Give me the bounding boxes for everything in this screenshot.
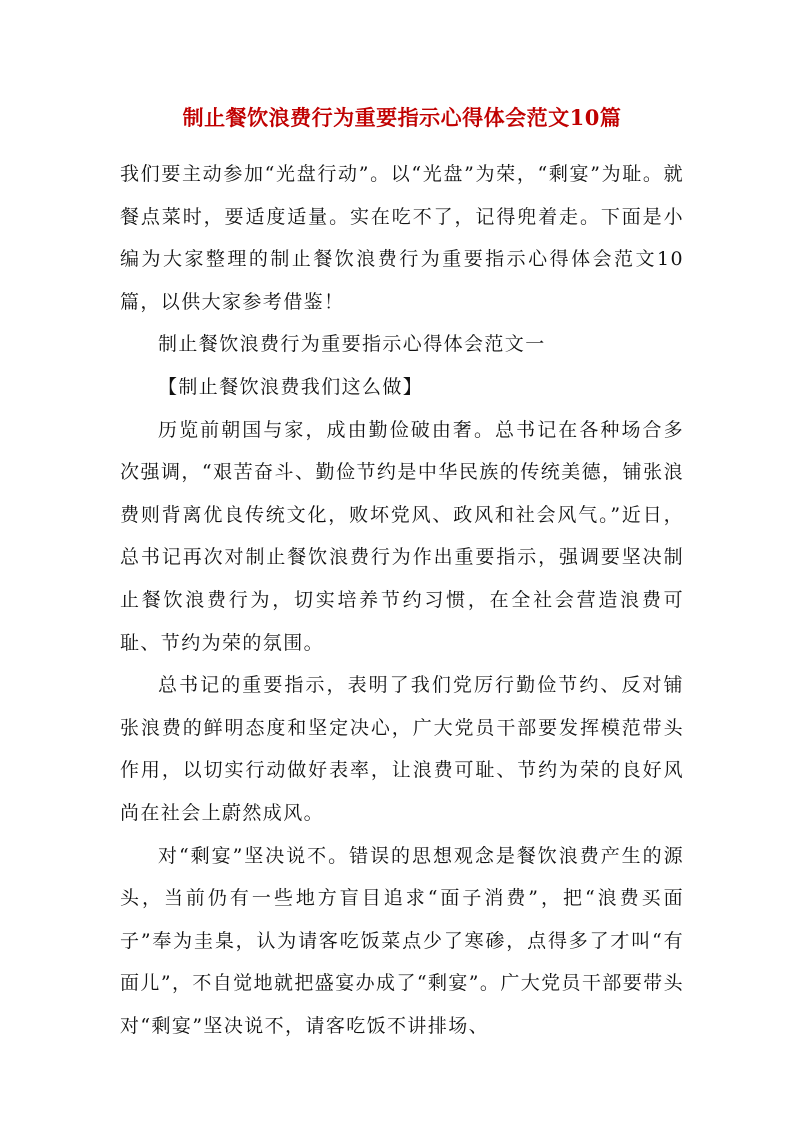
document-title: 制止餐饮浪费行为重要指示心得体会范文10篇 xyxy=(182,105,622,130)
document-body xyxy=(120,153,684,1047)
body-paragraph-3: 对“剩宴”坚决说不。错误的思想观念是餐饮浪费产生的源头，当前仍有一些地方盲目追求“面子消费”，把“浪费买面子”奉为圭臬，认为请客吃饭菜点少了寒碜，点得多了才叫“有面儿”，不自觉地就把盛宴办成了“剩宴”。广大党员干部要带头对“剩宴”坚决说不，请客吃饭不讲排场、 xyxy=(120,844,684,1037)
intro-paragraph: 我们要主动参加“光盘行动”。以“光盘”为荣，“剩宴”为耻。就餐点菜时，要适度适量。实在吃不了，记得兜着走。下面是小编为大家整理的制止餐饮浪费行为重要指示心得体会范文10篇，以供大家参考借鉴！ xyxy=(120,163,684,313)
body-paragraph-2: 总书记的重要指示，表明了我们党厉行勤俭节约、反对铺张浪费的鲜明态度和坚定决心，广大党员干部要发挥模范带头作用，以切实行动做好表率，让浪费可耻、节约为荣的良好风尚在社会上蔚然成风。 xyxy=(120,674,684,824)
body-paragraph-1: 历览前朝国与家，成由勤俭破由奢。总书记在各种场合多次强调，“艰苦奋斗、勤俭节约是中华民族的传统美德，铺张浪费则背离优良传统文化，败坏党风、政风和社会风气。”近日，总书记再次对制止餐饮浪费行为作出重要指示，强调要坚决制止餐饮浪费行为，切实培养节约习惯，在全社会营造浪费可耻、节约为荣的氛围。 xyxy=(120,418,684,654)
section-heading: 制止餐饮浪费行为重要指示心得体会范文一 xyxy=(158,333,546,356)
section-subheading: 【制止餐饮浪费我们这么做】 xyxy=(158,375,424,398)
